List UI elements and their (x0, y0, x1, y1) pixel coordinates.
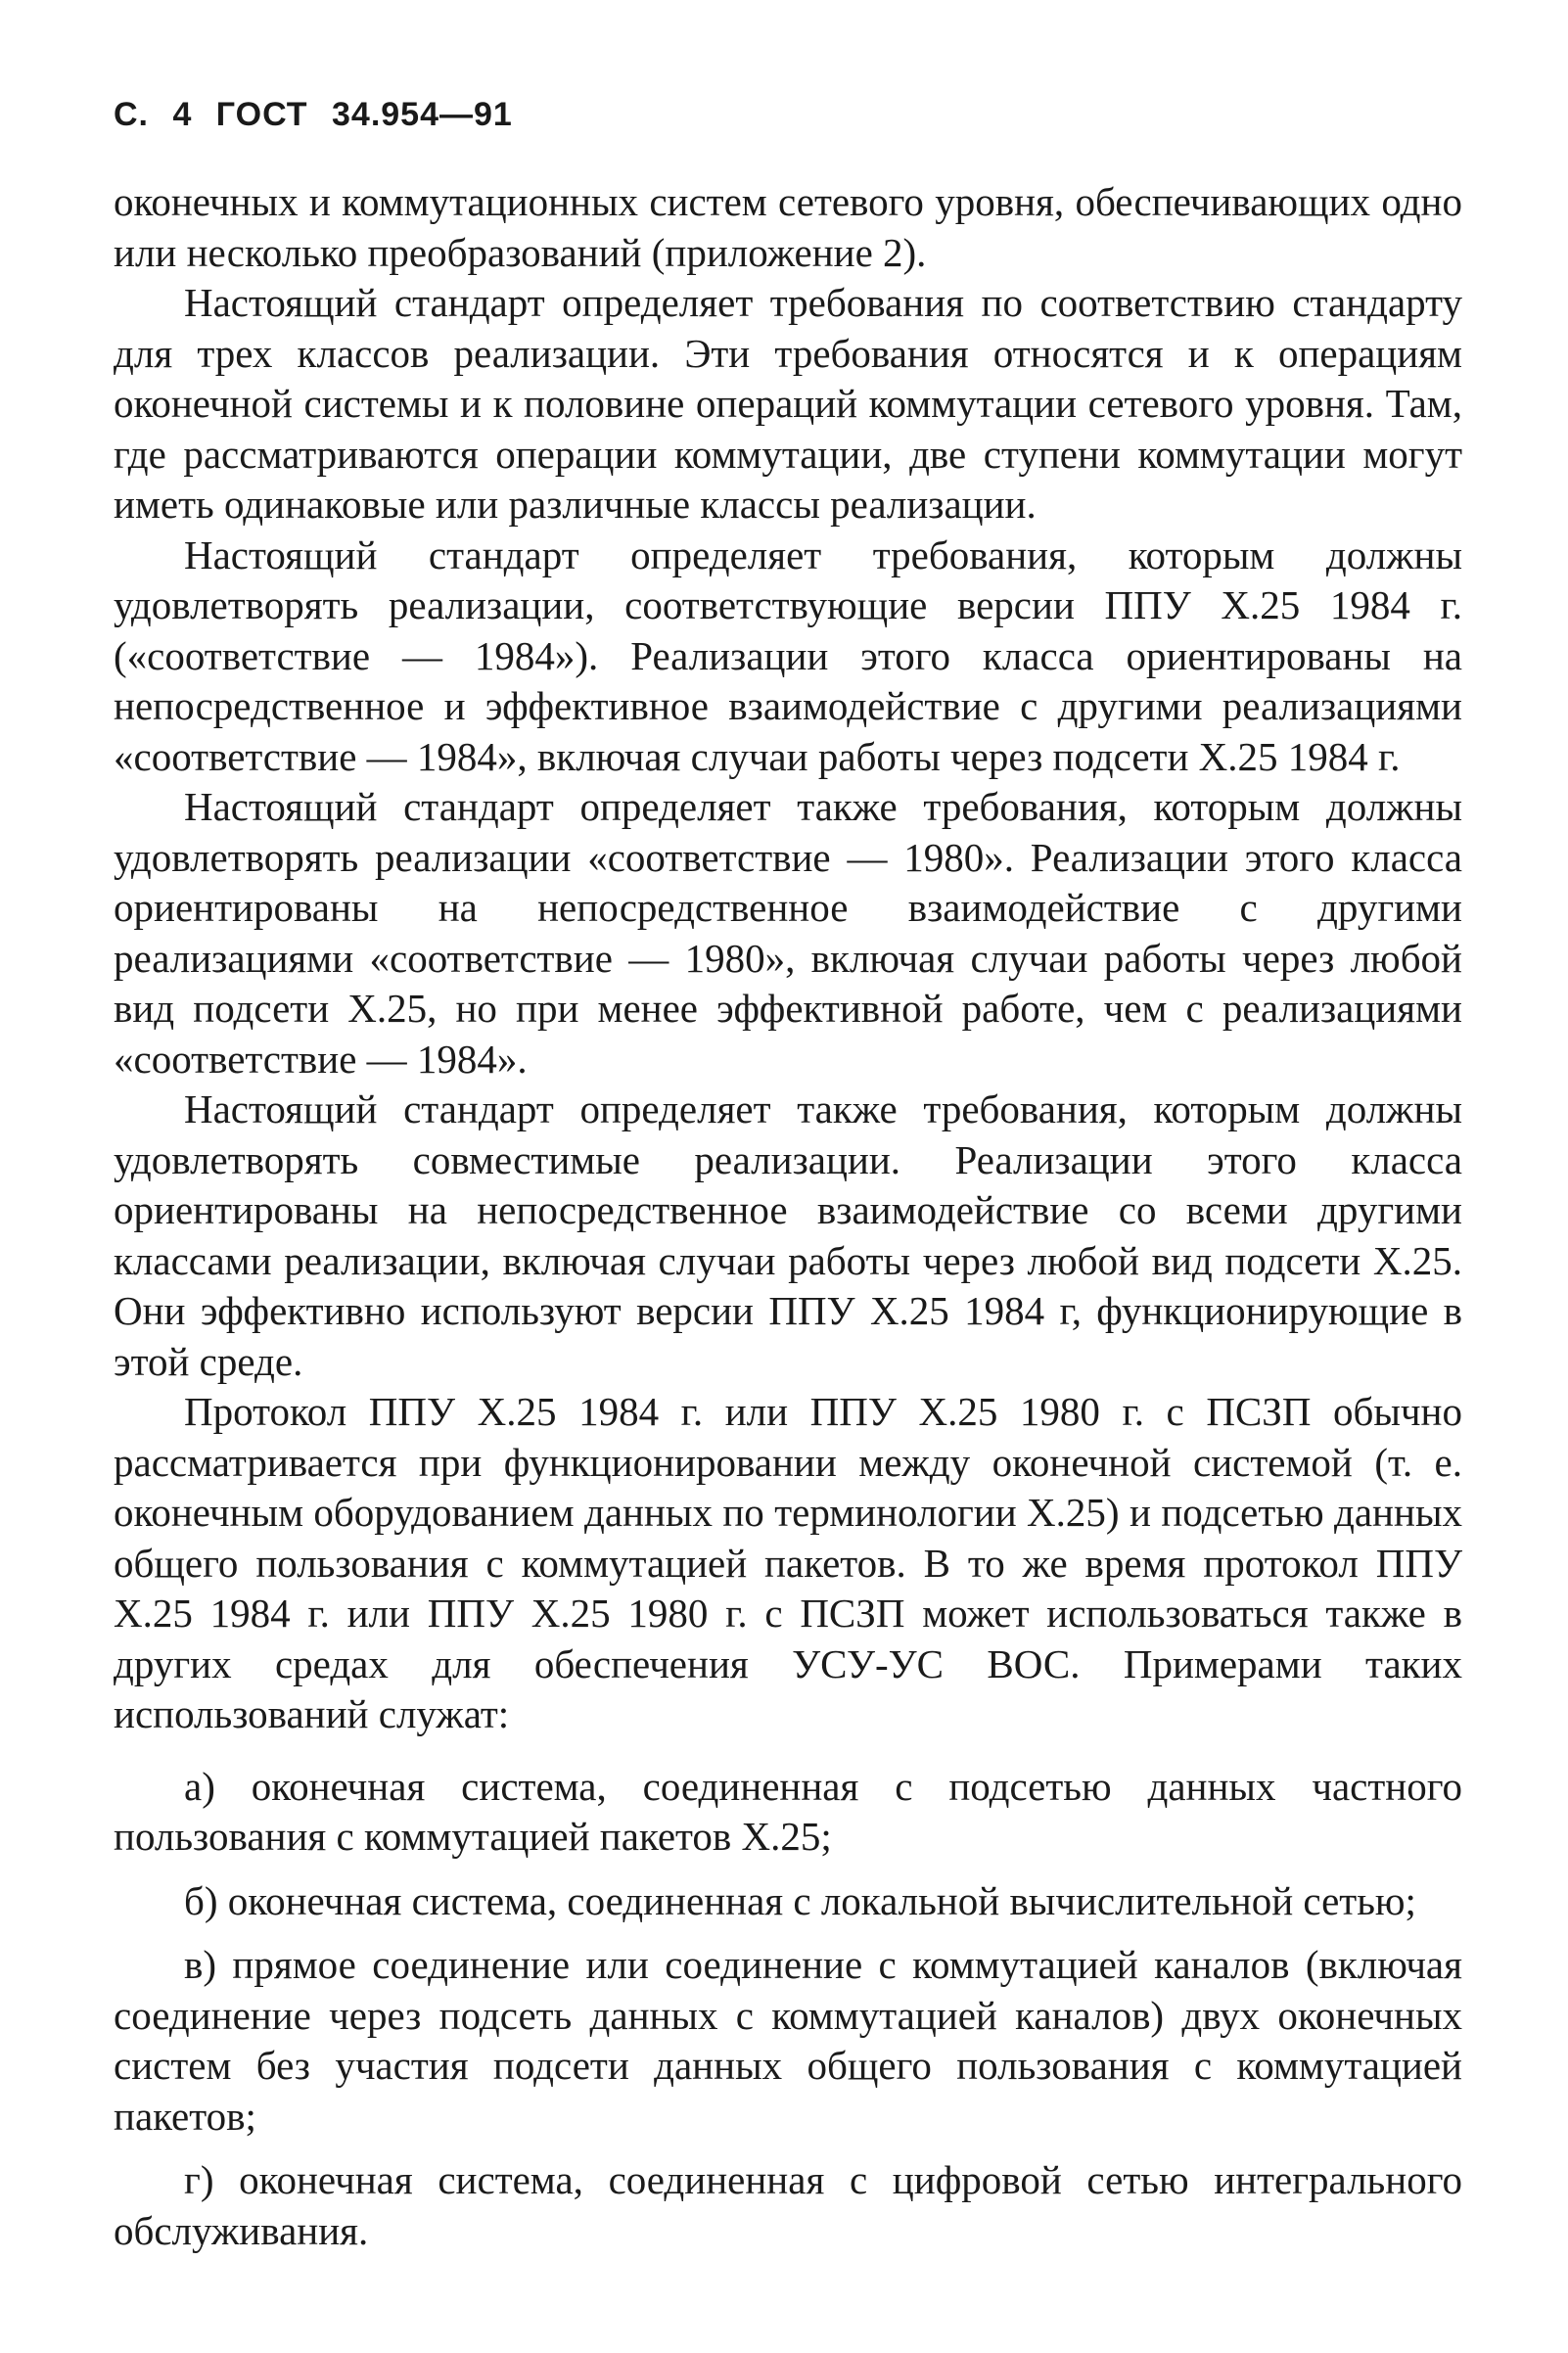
paragraph: Настоящий стандарт определяет также требования, которым должны удовлетворять совместимые реализации. Реализации этого класса ориентированы на непосредственное взаимодействие со всеми другими классами реализации, включая случаи работы через любой вид подсети Х.25. Они эффективно используют версии ППУ Х.25 1984 г, функционирующие в этой среде. (114, 1086, 1462, 1384)
paragraph-continuation: оконечных и коммутационных систем сетевого уровня, обеспечивающих одно или несколько преобразований (приложение 2). (114, 179, 1462, 275)
list-item: а) оконечная система, соединенная с подсетью данных частного пользования с коммутацией пакетов Х.25; (114, 1763, 1462, 1859)
paragraph: Настоящий стандарт определяет требования, которым должны удовлетворять реализации, соответствующие версии ППУ Х.25 1984 г. («соответствие — 1984»). Реализации этого класса ориентированы на непосредственное и эффективное взаимодействие с другими реализациями «соответствие — 1984», включая случаи работы через подсети Х.25 1984 г. (114, 531, 1462, 779)
list-item: г) оконечная система, соединенная с цифровой сетью интегрального обслуживания. (114, 2157, 1462, 2253)
document-body (114, 177, 1462, 2256)
page-header: С. 4 ГОСТ 34.954—91 (114, 96, 513, 133)
list-item: в) прямое соединение или соединение с коммутацией каналов (включая соединение через подсеть данных с коммутацией каналов) двух оконечных систем без участия подсети данных общего пользования с коммутацией пакетов; (114, 1942, 1462, 2139)
paragraph: Настоящий стандарт определяет требования по соответствию стандарту для трех классов реализации. Эти требования относятся и к операциям оконечной системы и к половине операций коммутации сетевого уровня. Там, где рассматриваются операции коммутации, две ступени коммутации могут иметь одинаковые или различные классы реализации. (114, 280, 1462, 527)
list-item: б) оконечная система, соединенная с локальной вычислительной сетью; (184, 1877, 1416, 1923)
paragraph: Настоящий стандарт определяет также требования, которым должны удовлетворять реализации «соответствие — 1980». Реализации этого класса ориентированы на непосредственное взаимодействие с другими реализациями «соответствие — 1980», включая случаи работы через любой вид подсети Х.25, но при менее эффективной работе, чем с реализациями «соответствие — 1984». (114, 784, 1462, 1082)
paragraph: Протокол ППУ Х.25 1984 г. или ППУ Х.25 1980 г. с ПСЗП обычно рассматривается при функционировании между оконечной системой (т. е. оконечным оборудованием данных по терминологии Х.25) и подсетью данных общего пользования с коммутацией пакетов. В то же время протокол ППУ Х.25 1984 г. или ППУ Х.25 1980 г. с ПСЗП может использоваться также в других средах для обеспечения УСУ-УС ВОС. Примерами таких использований служат: (114, 1389, 1462, 1736)
document-page (114, 96, 1462, 2256)
